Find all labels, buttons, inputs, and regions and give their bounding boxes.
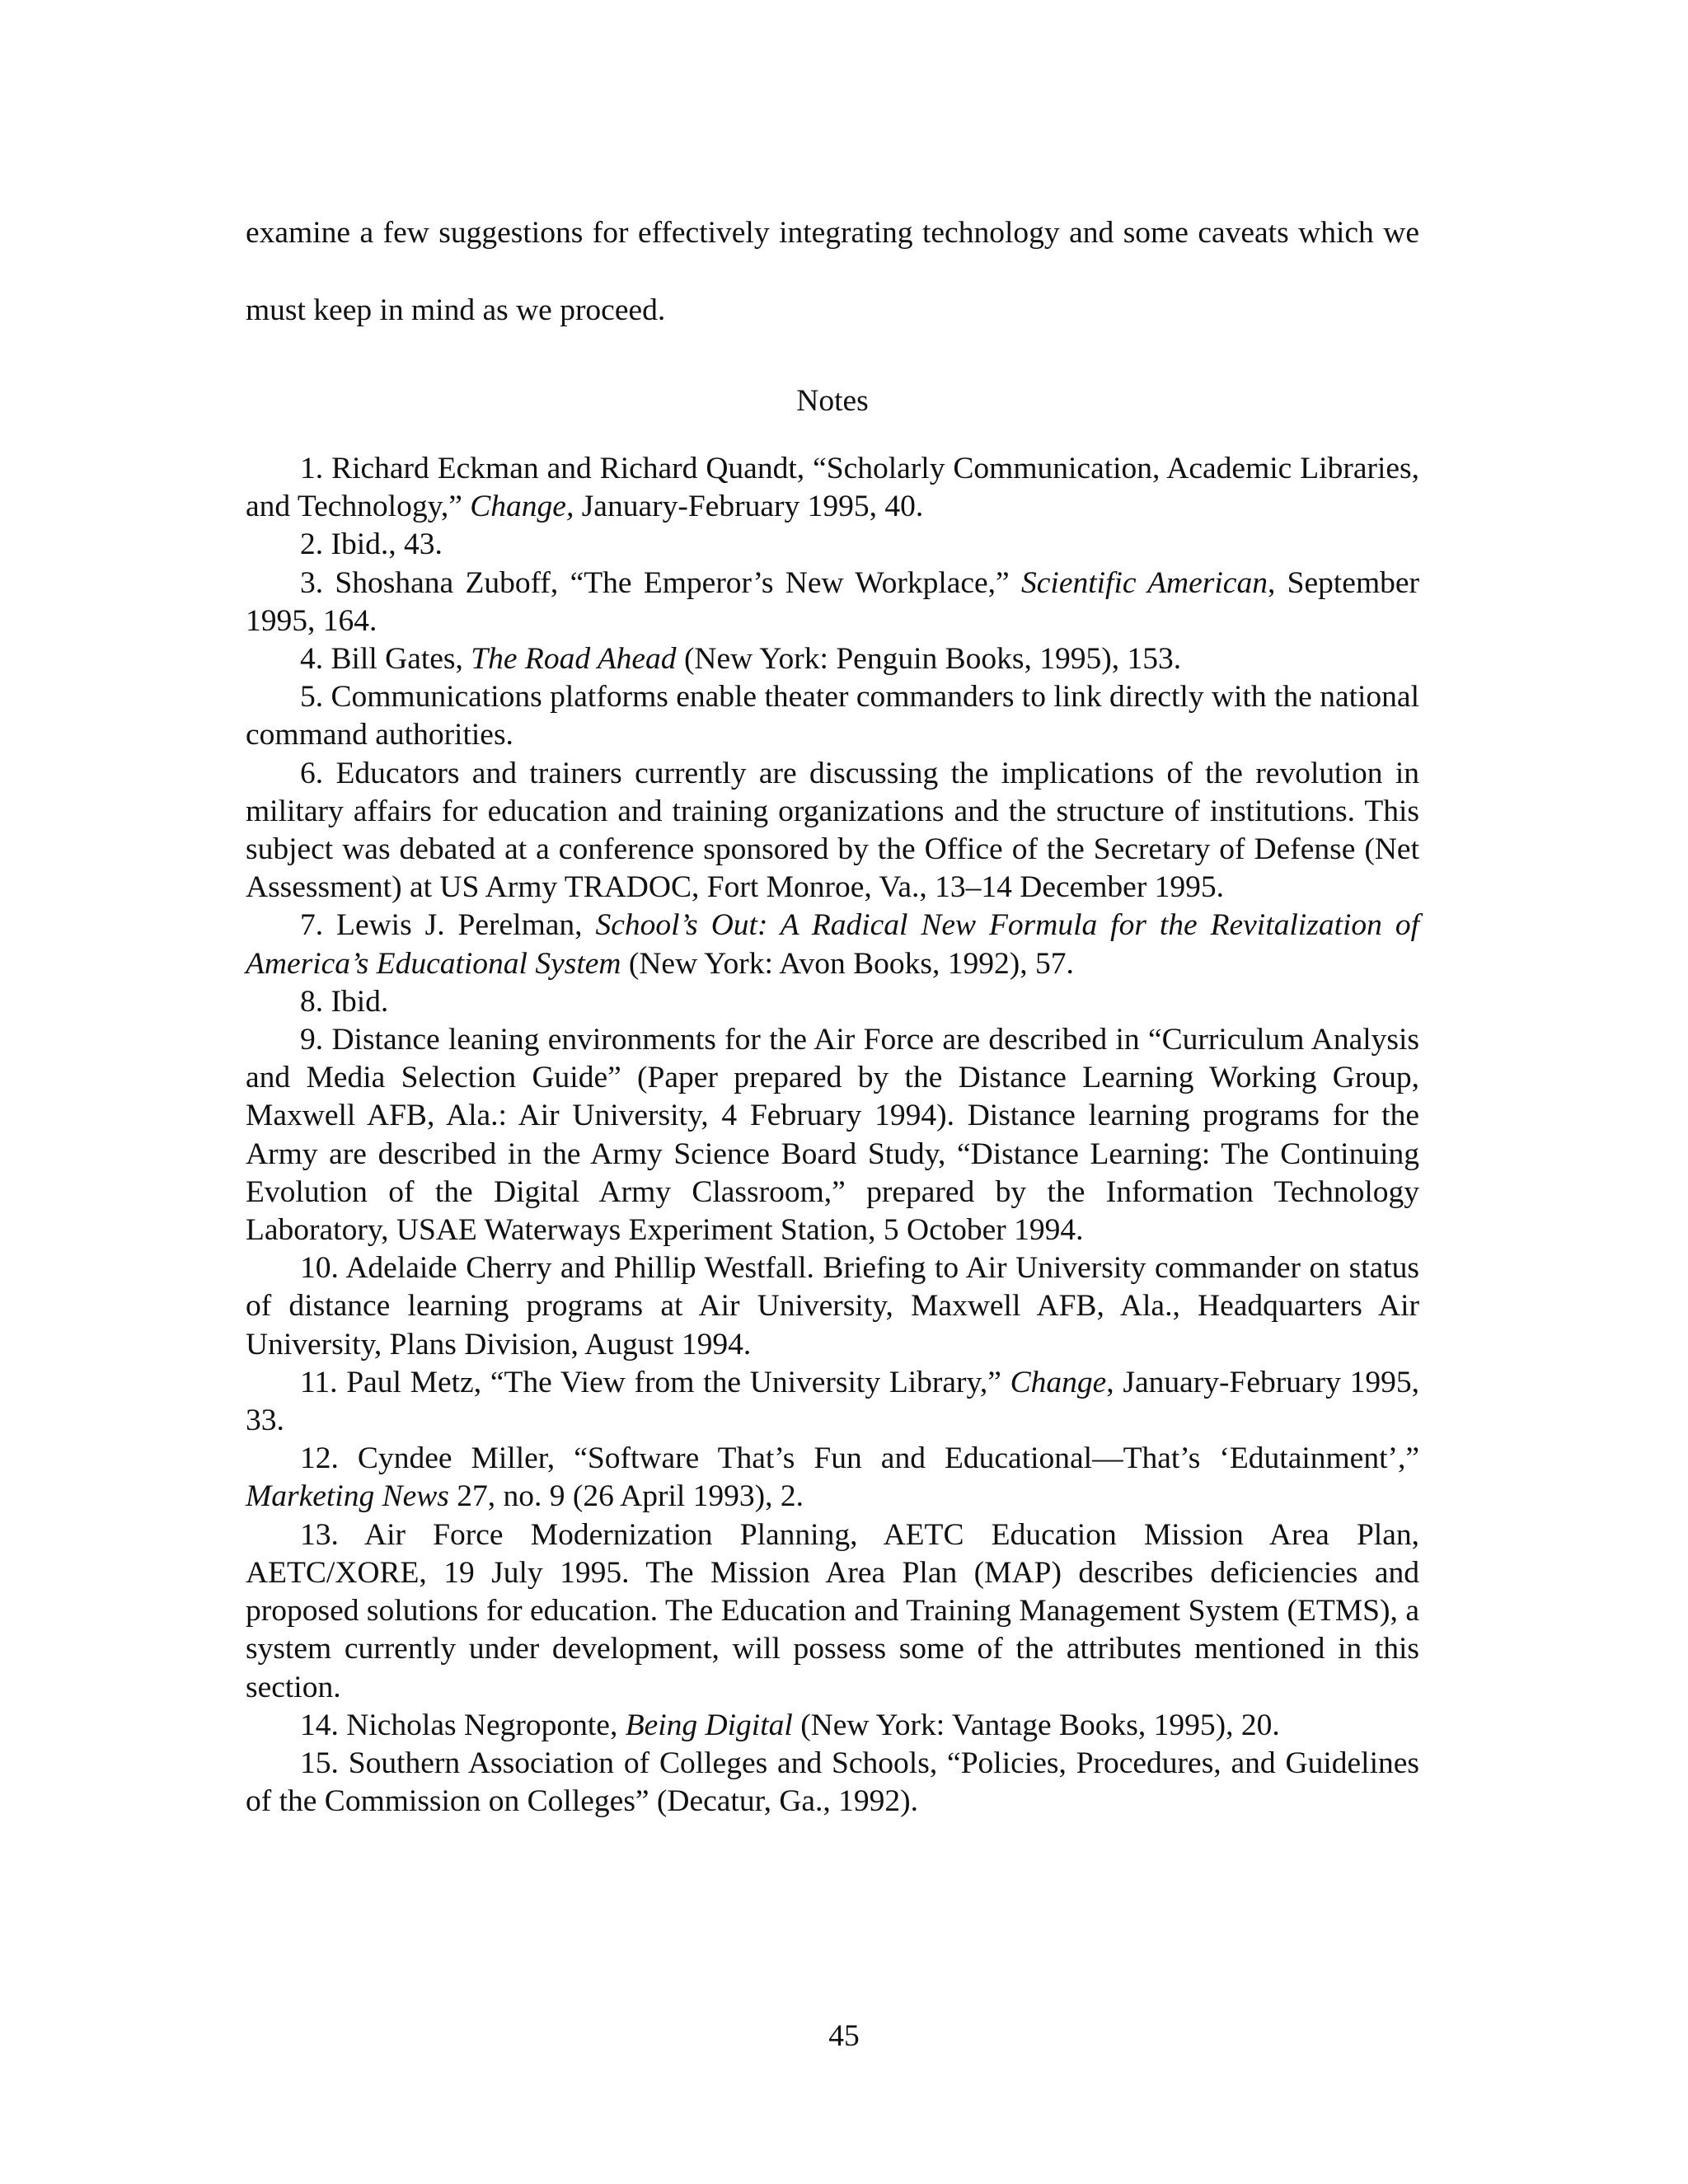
footnote-number: 9. [300,1023,324,1057]
footnote-number: 5. [300,680,324,715]
footnote-number: 3. [300,565,324,600]
footnote-5 [246,678,1419,754]
footnote-7 [246,907,1419,982]
footnote-title-italic: Scientific American [1021,565,1268,600]
footnote-12 [246,1440,1419,1516]
footnote-text: Southern Association of Colleges and Schools, “Policies, Procedures, and Guidelines of the Commission on Colleges” (Decatur, Ga., 1992). [246,1746,1419,1819]
footnote-number: 4. [300,642,324,677]
footnote-9 [246,1021,1419,1249]
footnote-title-italic: The Road Ahead [471,642,677,677]
footnote-title-italic: Change, [470,490,574,524]
page-number: 45 [828,2019,860,2053]
footnote-text: , January-February 1995, 33. [246,1365,1419,1438]
footnote-number: 15. [300,1746,339,1780]
footnote-10 [246,1249,1419,1364]
footnote-number: 13. [300,1517,339,1552]
footnote-text: Cyndee Miller, “Software That’s Fun and Educational—That’s ‘Edutainment’,” [338,1441,1419,1476]
footnote-number: 2. [300,527,324,562]
footnote-text: Adelaide Cherry and Phillip Westfall. Briefing to Air University commander on status of distance learning programs at Air University, Maxwell AFB, Ala., Headquarters Air University, Plans Division, August 1994. [246,1251,1419,1361]
footnote-text: Paul Metz, “The View from the University Library,” [337,1365,1010,1399]
footnote-number: 1. [300,452,324,485]
footnote-text: 27, no. 9 (26 April 1993), 2. [448,1479,804,1514]
footnote-title-italic: Being Digital [625,1708,793,1742]
footnote-1 [246,450,1419,526]
footnote-title-italic: Marketing News [246,1479,449,1514]
footnote-text: Nicholas Negroponte, [338,1708,626,1742]
footnote-text: , September 1995, 164. [246,565,1419,638]
notes-list [246,450,1419,1821]
footnote-number: 8. [300,984,324,1019]
footnote-number: 6. [300,756,324,790]
footnote-text: (New York: Vantage Books, 1995), 20. [792,1708,1280,1742]
footnote-text: Distance leaning environments for the Air Force are described in “Curriculum Analysis and Media Selection Guide” (Paper prepared by the Distance Learning Working Group, Maxwell AFB, Ala.: Air University, 4 February 1994). Distance learning programs for the Army are described in the Army Science Board Study, “Distance Learning: The Continuing Evolution of the Digital Army Classroom,” prepared by the Information Technology Laboratory, USAE Waterways Experiment Station, 5 October 1994. [246,1023,1419,1248]
footnote-text: Communications platforms enable theater commanders to link directly with the national command authorities. [246,680,1419,752]
footnote-number: 14. [300,1708,339,1742]
footnote-number: 7. [300,908,324,943]
footnote-title-italic: School’s Out: A Radical New Formula for the Revitalization of America’s Educational System [246,908,1420,981]
footnote-14 [246,1707,1419,1745]
intro-paragraph: examine a few suggestions for effectively integrating technology and some caveats which we must keep in mind as we proceed. [246,216,1419,327]
footnote-number: 11. [300,1365,338,1399]
footnote-text: Richard Eckman and Richard Quandt, “Scholarly Communication, Academic Libraries, and Technology,” [246,452,1419,524]
footnote-text: Air Force Modernization Planning, AETC Education Mission Area Plan, AETC/XORE, 19 July 1995. The Mission Area Plan (MAP) describes deficiencies and proposed solutions for education. The Education and Training Management System (ETMS), a system currently under development, will possess some of the attributes mentioned in this section. [246,1517,1419,1704]
footnote-text: Shoshana Zuboff, “The Emperor’s New Workplace,” [323,565,1021,600]
footnote-text: Lewis J. Perelman, [323,908,596,943]
footnote-13 [246,1516,1419,1707]
footnote-title-italic: Change [1010,1365,1107,1399]
footnote-text: (New York: Avon Books, 1992), 57. [621,946,1074,981]
footnote-text: Ibid., 43. [323,527,443,562]
footnote-3 [246,565,1419,640]
footnote-15 [246,1745,1419,1821]
footnote-text: Bill Gates, [323,642,471,677]
footnote-number: 10. [300,1251,339,1286]
notes-heading: Notes [796,384,869,418]
footnote-number: 12. [300,1441,339,1476]
footnote-2 [246,526,1419,564]
footnote-text: January-February 1995, 40. [574,490,924,524]
footnote-11 [246,1364,1419,1440]
footnote-6 [246,755,1419,907]
footnote-text: Educators and trainers currently are discussing the implications of the revolution in military affairs for education and training organizations and the structure of institutions. This subject was debated at a conference sponsored by the Office of the Secretary of Defense (Net Assessment) at US Army TRADOC, Fort Monroe, Va., 13–14 December 1995. [246,756,1419,905]
footnote-8 [246,983,1419,1021]
footnote-text: (New York: Penguin Books, 1995), 153. [676,642,1182,677]
footnote-4 [246,640,1419,678]
footnote-text: Ibid. [323,984,389,1019]
